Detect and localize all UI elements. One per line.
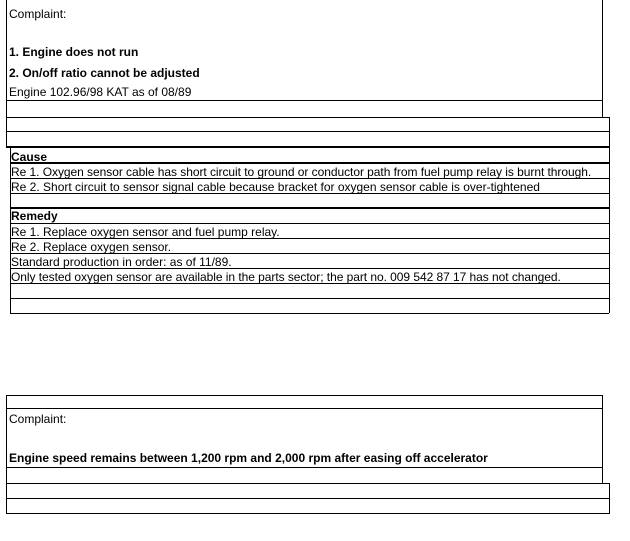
cause-item-1: Re 1. Oxygen sensor cable has short circuit to ground or conductor path from fuel pump relay is burnt through. xyxy=(11,165,592,179)
block2-bottom-border xyxy=(6,467,602,468)
remedy-row-line-5 xyxy=(10,298,609,299)
cause-heading-line xyxy=(10,162,609,164)
complaint-label: Complaint: xyxy=(9,7,67,21)
spacer-left-border xyxy=(6,117,7,147)
complaint-item-2: 2. On/off ratio cannot be adjusted xyxy=(9,66,200,80)
block1-right-border xyxy=(602,0,603,117)
spacer-row-line-1 xyxy=(6,131,609,132)
table-right-border xyxy=(609,147,610,313)
block2-top-border-2 xyxy=(6,408,602,409)
block2-left-border xyxy=(6,395,7,514)
cause-row-line-1 xyxy=(10,178,609,179)
complaint-item-1: 1. Engine does not run xyxy=(9,45,139,59)
remedy-row-line-2 xyxy=(10,253,609,254)
block2-spacer-line-3 xyxy=(6,513,609,514)
block2-complaint-label: Complaint: xyxy=(9,412,67,426)
block2-spacer-right-border xyxy=(609,483,610,514)
spacer-right-border xyxy=(609,117,610,147)
block2-complaint-text: Engine speed remains between 1,200 rpm and 2,000 rpm after easing off accelerator xyxy=(9,451,488,465)
remedy-item-3: Standard production in order: as of 11/89. xyxy=(11,255,232,269)
block2-spacer-line-1 xyxy=(6,483,609,484)
remedy-item-2: Re 2. Replace oxygen sensor. xyxy=(11,240,172,254)
block2-spacer-line-2 xyxy=(6,498,609,499)
cause-row-line-3 xyxy=(10,207,609,209)
engine-info: Engine 102.96/98 KAT as of 08/89 xyxy=(9,85,192,99)
remedy-row-line-4 xyxy=(10,283,609,284)
table-bottom-border xyxy=(10,313,609,314)
block1-bottom-border xyxy=(6,100,602,101)
remedy-heading-line xyxy=(10,223,609,224)
remedy-row-line-1 xyxy=(10,238,609,239)
block1-bottom-border-2 xyxy=(6,117,609,118)
remedy-item-1: Re 1. Replace oxygen sensor and fuel pump relay. xyxy=(11,225,280,239)
block2-right-border xyxy=(602,395,603,483)
spacer-row-line-2 xyxy=(6,146,609,148)
cause-heading: Cause xyxy=(11,150,48,164)
block2-top-border xyxy=(6,395,602,396)
remedy-row-line-3 xyxy=(10,268,609,269)
cause-row-line-2 xyxy=(10,193,609,194)
cause-item-2: Re 2. Short circuit to sensor signal cable because bracket for oxygen sensor cable is over-tightened xyxy=(11,180,540,194)
remedy-item-4: Only tested oxygen sensor are available in the parts sector; the part no. 009 542 87 17 has not changed. xyxy=(11,270,561,284)
remedy-heading: Remedy xyxy=(11,209,58,223)
